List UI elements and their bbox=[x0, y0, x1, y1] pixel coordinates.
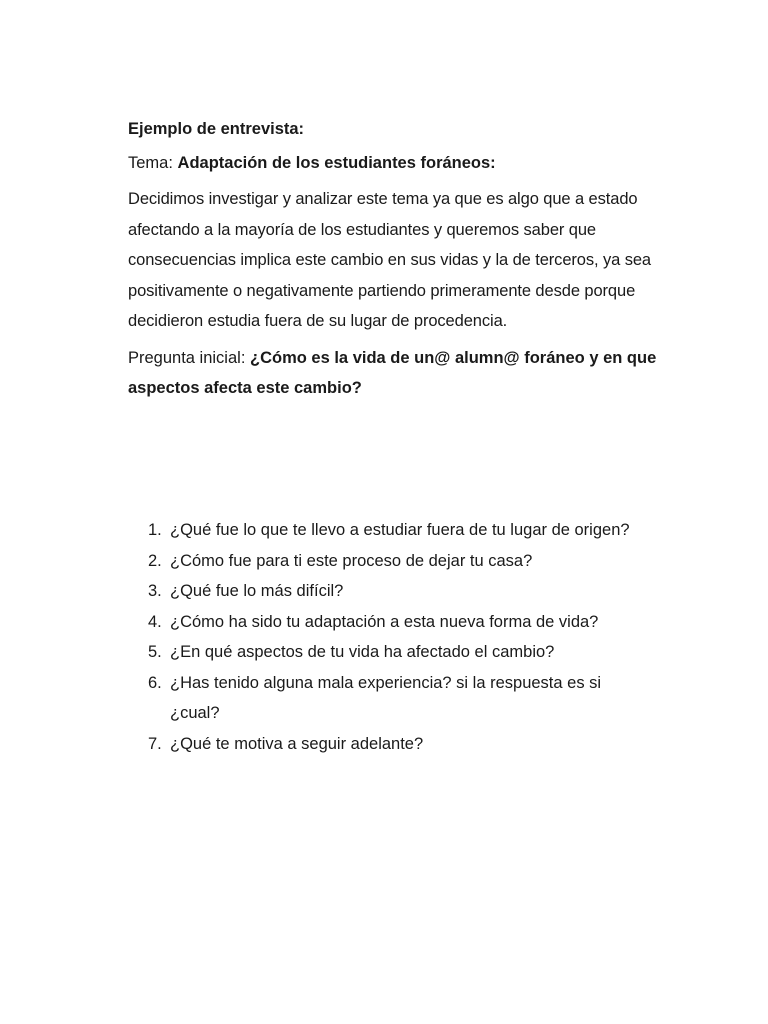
question-list bbox=[148, 515, 648, 759]
question-text: ¿Cómo fue para ti este proceso de dejar tu casa? bbox=[170, 551, 533, 570]
tema-line bbox=[128, 152, 658, 174]
list-item bbox=[148, 729, 648, 760]
list-item bbox=[148, 637, 648, 668]
question-number: 6. bbox=[148, 673, 162, 692]
initial-question-label: Pregunta inicial: bbox=[128, 348, 246, 367]
intro-paragraph: Decidimos investigar y analizar este tema ya que es algo que a estado afectando a la mayoría de los estudiantes y queremos saber que consecuencias implica este cambio en sus vidas y la de terceros, ya sea positivamente o negativamente partiendo primeramente desde porque decidieron estudia fuera de su lugar de procedencia. bbox=[128, 190, 651, 330]
list-item bbox=[148, 607, 648, 638]
question-number: 4. bbox=[148, 612, 162, 631]
question-text: ¿En qué aspectos de tu vida ha afectado el cambio? bbox=[170, 643, 555, 661]
tema-value: Adaptación de los estudiantes foráneos: bbox=[177, 154, 496, 172]
question-text: ¿Cómo ha sido tu adaptación a esta nueva forma de vida? bbox=[170, 612, 599, 631]
list-item bbox=[148, 515, 648, 546]
question-number: 2. bbox=[148, 551, 162, 570]
question-text: ¿Has tenido alguna mala experiencia? si la respuesta es si ¿cual? bbox=[170, 673, 602, 722]
question-text: ¿Qué te motiva a seguir adelante? bbox=[170, 734, 424, 753]
initial-question-text: ¿Cómo es la vida de un@ alumn@ foráneo y en que aspectos afecta este cambio? bbox=[128, 348, 657, 397]
list-item bbox=[148, 546, 648, 577]
question-number: 7. bbox=[148, 734, 162, 753]
question-number: 3. bbox=[148, 582, 162, 600]
document-heading: Ejemplo de entrevista: bbox=[128, 120, 305, 138]
question-number: 5. bbox=[148, 643, 162, 661]
list-item bbox=[148, 576, 648, 607]
question-text: ¿Qué fue lo más difícil? bbox=[170, 582, 344, 600]
question-text: ¿Qué fue lo que te llevo a estudiar fuera de tu lugar de origen? bbox=[170, 521, 630, 539]
document-body bbox=[128, 118, 658, 404]
tema-label: Tema: bbox=[128, 154, 173, 172]
list-item bbox=[148, 668, 648, 729]
question-number: 1. bbox=[148, 521, 162, 539]
initial-question bbox=[128, 343, 658, 404]
